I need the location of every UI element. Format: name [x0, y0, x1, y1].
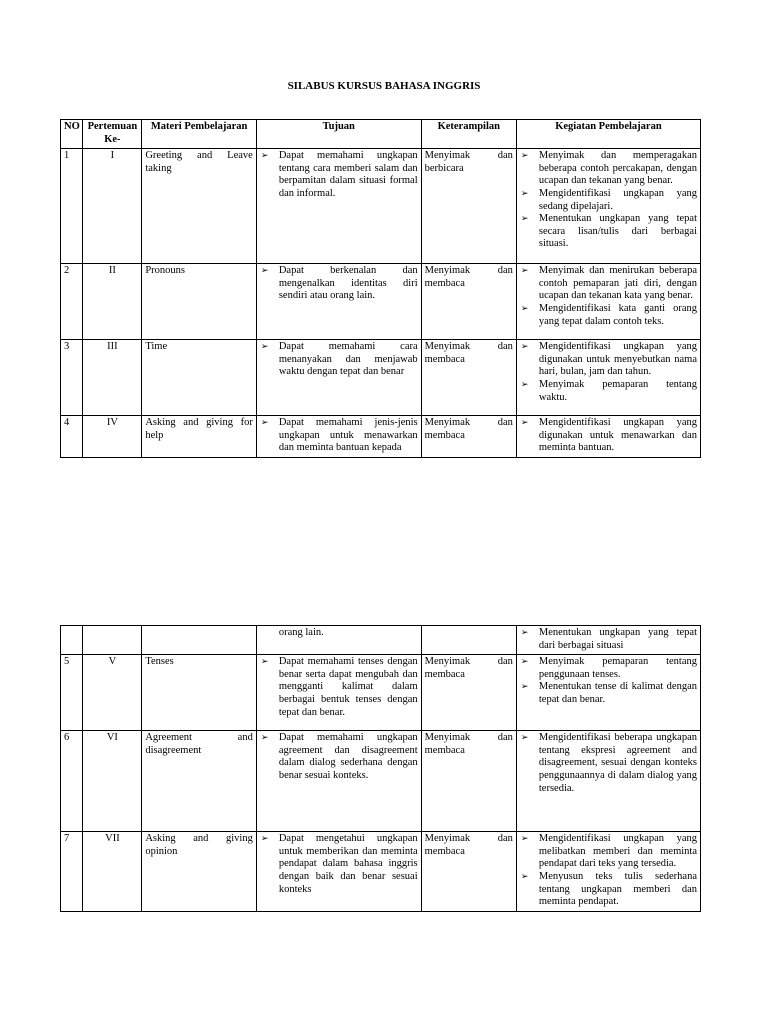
arrowhead-bullet-icon: ➢ — [520, 871, 529, 882]
cell-no: 6 — [61, 731, 83, 832]
page-title: SILABUS KURSUS BAHASA INGGRIS — [287, 80, 481, 92]
kegiatan-item — [520, 341, 697, 379]
cell-keterampilan — [421, 340, 516, 416]
tujuan-item — [260, 150, 418, 200]
cell-materi — [142, 626, 257, 655]
kegiatan-item — [520, 213, 697, 251]
kegiatan-item-text: Mengidentifikasi ungkapan yang digunakan untuk menawarkan dan meminta bantuan. — [538, 417, 697, 454]
header-kegiatan: Kegiatan Pembelajaran — [516, 120, 700, 149]
cell-materi: Time — [142, 340, 257, 416]
kegiatan-item — [520, 417, 697, 455]
cell-keterampilan — [421, 731, 516, 832]
cell-materi: Tenses — [142, 655, 257, 731]
keterampilan-dan: dan — [497, 417, 513, 429]
kegiatan-item — [520, 265, 697, 303]
keterampilan-first: Menyimak — [424, 417, 471, 429]
keterampilan-first: Menyimak — [424, 341, 471, 353]
kegiatan-item-text: Mengidentifikasi ungkapan yang sedang dipelajari. — [538, 187, 697, 212]
cell-pertemuan: VI — [83, 731, 142, 832]
keterampilan-dan: dan — [497, 265, 513, 277]
cell-tujuan — [256, 340, 421, 416]
tujuan-item-text: Dapat berkenalan dan mengenalkan identitas diri sendiri atau orang lain. — [278, 265, 418, 302]
cell-keterampilan — [421, 264, 516, 340]
cell-tujuan — [256, 416, 421, 458]
cell-keterampilan — [421, 832, 516, 912]
table-row — [61, 832, 701, 912]
arrowhead-bullet-icon: ➢ — [520, 188, 529, 199]
kegiatan-item-text: Mengidentifikasi ungkapan yang digunakan untuk menyebutkan nama hari, bulan, jam dan tahun. — [538, 341, 697, 378]
cell-kegiatan — [516, 340, 700, 416]
table-row — [61, 731, 701, 832]
keterampilan-first: Menyimak — [424, 265, 471, 277]
kegiatan-item — [520, 379, 697, 404]
cell-materi: Pronouns — [142, 264, 257, 340]
cell-kegiatan — [516, 655, 700, 731]
kegiatan-item — [520, 732, 697, 795]
arrowhead-bullet-icon: ➢ — [520, 214, 529, 225]
keterampilan-second: membaca — [424, 744, 465, 756]
cell-kegiatan — [516, 626, 700, 655]
kegiatan-item — [520, 150, 697, 188]
cell-no: 1 — [61, 149, 83, 264]
kegiatan-item-text: Menyusun teks tulis sederhana tentang ungkapan memberi dan meminta pendapat. — [538, 870, 697, 908]
cell-pertemuan — [83, 626, 142, 655]
cell-no: 7 — [61, 832, 83, 912]
kegiatan-item — [520, 871, 697, 909]
tujuan-item — [260, 341, 418, 379]
tujuan-item-text: Dapat memahami tenses dengan benar serta dapat mengubah dan mengganti kalimat dalam berbagai bentuk tenses dengan tepat dan benar. — [278, 656, 418, 718]
arrowhead-bullet-icon: ➢ — [260, 733, 269, 744]
cell-tujuan — [256, 655, 421, 731]
kegiatan-item-text: Menyimak pemaparan tentang waktu. — [538, 378, 697, 403]
arrowhead-bullet-icon: ➢ — [260, 834, 269, 845]
arrowhead-bullet-icon: ➢ — [520, 303, 529, 314]
kegiatan-item — [520, 681, 697, 706]
cell-keterampilan — [421, 416, 516, 458]
keterampilan-second: membaca — [424, 277, 465, 289]
arrowhead-bullet-icon: ➢ — [260, 657, 269, 668]
cell-materi: Agreement and disagreement — [142, 731, 257, 832]
arrowhead-bullet-icon: ➢ — [260, 266, 269, 277]
arrowhead-bullet-icon: ➢ — [260, 418, 269, 429]
arrowhead-bullet-icon: ➢ — [520, 733, 529, 744]
syllabus-table-part-2 — [60, 625, 701, 912]
cell-no — [61, 626, 83, 655]
cell-tujuan — [256, 731, 421, 832]
arrowhead-bullet-icon: ➢ — [520, 682, 529, 693]
header-tujuan: Tujuan — [256, 120, 421, 149]
kegiatan-item-text: Mengidentifikasi beberapa ungkapan tentang ekspresi agreement and disagreement, sesuai dengan konteks penggunaannya di dalam dialog yang tersedia. — [538, 732, 697, 794]
keterampilan-first: Menyimak — [424, 732, 471, 744]
arrowhead-bullet-icon: ➢ — [520, 418, 529, 429]
arrowhead-bullet-icon: ➢ — [520, 379, 529, 390]
arrowhead-bullet-icon: ➢ — [520, 657, 529, 668]
kegiatan-item-text: Menentukan tense di kalimat dengan tepat dan benar. — [538, 681, 697, 705]
cell-tujuan — [256, 832, 421, 912]
keterampilan-second: membaca — [424, 845, 465, 857]
keterampilan-first: Menyimak — [424, 150, 471, 162]
keterampilan-first: Menyimak — [424, 833, 471, 845]
cell-kegiatan — [516, 416, 700, 458]
header-pertemuan: Pertemuan Ke- — [83, 120, 142, 149]
keterampilan-dan: dan — [497, 656, 513, 668]
keterampilan-dan: dan — [497, 150, 513, 162]
tujuan-continuation-text: orang lain. — [278, 627, 324, 638]
cell-kegiatan — [516, 149, 700, 264]
kegiatan-item-text: Menyimak dan menirukan beberapa contoh pemaparan jati diri, dengan ucapan dan tekanan kata yang benar. — [538, 265, 697, 302]
kegiatan-item — [520, 627, 697, 652]
keterampilan-second: membaca — [424, 668, 465, 680]
cell-keterampilan — [421, 626, 516, 655]
cell-materi: Asking and giving opinion — [142, 832, 257, 912]
header-keterampilan: Keterampilan — [421, 120, 516, 149]
cell-pertemuan: IV — [83, 416, 142, 458]
kegiatan-item — [520, 188, 697, 213]
keterampilan-dan: dan — [497, 341, 513, 353]
cell-pertemuan: II — [83, 264, 142, 340]
tujuan-item — [260, 732, 418, 782]
cell-tujuan — [256, 149, 421, 264]
cell-keterampilan — [421, 149, 516, 264]
kegiatan-item-text: Menentukan ungkapan yang tepat secara lisan/tulis dari berbagai situasi. — [538, 213, 697, 250]
tujuan-item — [260, 417, 418, 455]
continuation-row — [61, 626, 701, 655]
cell-no: 5 — [61, 655, 83, 731]
kegiatan-item-text: Menyimak pemaparan tentang penggunaan tenses. — [538, 656, 697, 680]
keterampilan-second: berbicara — [424, 162, 464, 174]
arrowhead-bullet-icon: ➢ — [260, 151, 269, 162]
table-row — [61, 655, 701, 731]
kegiatan-item — [520, 656, 697, 681]
kegiatan-item-text: Mengidentifikasi kata ganti orang yang tepat dalam contoh teks. — [538, 302, 697, 327]
syllabus-table-part-1 — [60, 119, 701, 458]
kegiatan-item — [520, 303, 697, 328]
tujuan-item — [260, 833, 418, 896]
kegiatan-item-text: Menentukan ungkapan yang tepat dari berbagai situasi — [538, 627, 697, 651]
cell-tujuan — [256, 264, 421, 340]
header-no: NO — [61, 120, 83, 149]
table-row — [61, 340, 701, 416]
cell-pertemuan: V — [83, 655, 142, 731]
cell-tujuan — [256, 626, 421, 655]
cell-no: 4 — [61, 416, 83, 458]
cell-materi: Asking and giving for help — [142, 416, 257, 458]
keterampilan-dan: dan — [497, 833, 513, 845]
tujuan-item-text: Dapat memahami jenis-jenis ungkapan untuk menawarkan dan meminta bantuan kepada — [278, 417, 418, 454]
cell-pertemuan: I — [83, 149, 142, 264]
cell-kegiatan — [516, 731, 700, 832]
cell-kegiatan — [516, 264, 700, 340]
keterampilan-first: Menyimak — [424, 656, 471, 668]
table-row — [61, 416, 701, 458]
arrowhead-bullet-icon: ➢ — [520, 266, 529, 277]
arrowhead-bullet-icon: ➢ — [520, 628, 529, 638]
arrowhead-bullet-icon: ➢ — [260, 342, 269, 353]
cell-pertemuan: VII — [83, 832, 142, 912]
arrowhead-bullet-icon: ➢ — [520, 151, 529, 162]
tujuan-item-text: Dapat memahami cara menanyakan dan menjawab waktu dengan tepat dan benar — [278, 341, 418, 378]
tujuan-item-text: Dapat memahami ungkapan tentang cara memberi salam dan berpamitan dalam situasi formal dan informal. — [278, 150, 418, 199]
kegiatan-item-text: Mengidentifikasi ungkapan yang melibatkan memberi dan meminta pendapat dari teks yang tersedia. — [538, 833, 697, 870]
kegiatan-item-text: Menyimak dan memperagakan beberapa contoh percakapan, dengan ucapan dan tekanan yang benar. — [538, 150, 697, 187]
cell-pertemuan: III — [83, 340, 142, 416]
cell-no: 3 — [61, 340, 83, 416]
cell-keterampilan — [421, 655, 516, 731]
table-row — [61, 149, 701, 264]
cell-kegiatan — [516, 832, 700, 912]
header-materi: Materi Pembelajaran — [142, 120, 257, 149]
cell-no: 2 — [61, 264, 83, 340]
table-row — [61, 264, 701, 340]
tujuan-item — [260, 656, 418, 719]
table-header-row — [61, 120, 701, 149]
cell-materi: Greeting and Leave taking — [142, 149, 257, 264]
arrowhead-bullet-icon: ➢ — [520, 342, 529, 353]
kegiatan-item — [520, 833, 697, 871]
tujuan-item-text: Dapat mengetahui ungkapan untuk memberikan dan meminta pendapat dalam bahasa inggris dengan baik dan benar sesuai konteks — [278, 833, 418, 895]
keterampilan-second: membaca — [424, 353, 465, 365]
keterampilan-dan: dan — [497, 732, 513, 744]
tujuan-item-text: Dapat memahami ungkapan agreement dan disagreement dalam dialog sederhana dengan benar sesuai konteks. — [278, 732, 418, 781]
tujuan-item — [260, 265, 418, 303]
keterampilan-second: membaca — [424, 429, 465, 441]
arrowhead-bullet-icon: ➢ — [520, 834, 529, 845]
